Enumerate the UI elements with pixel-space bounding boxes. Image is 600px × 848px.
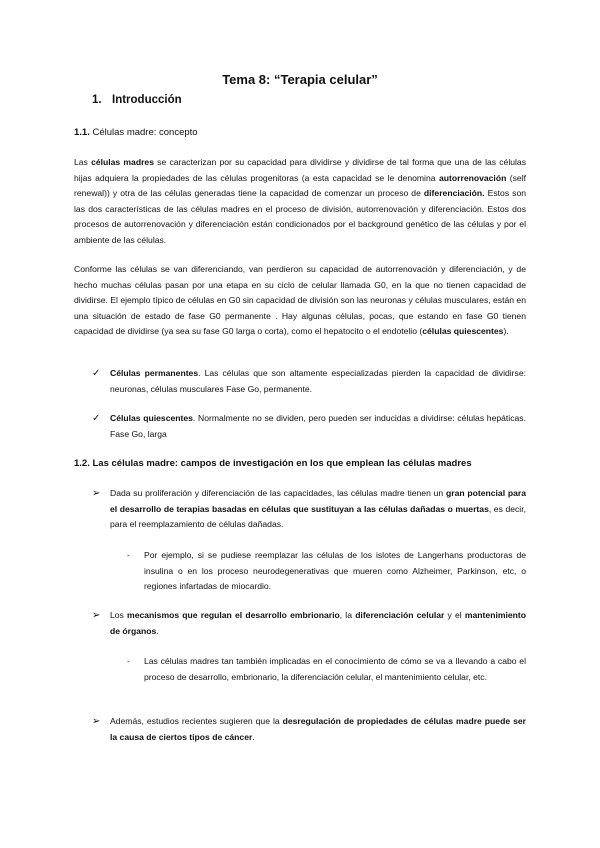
section-title: Introducción	[112, 94, 182, 106]
text-run: ).	[503, 326, 509, 336]
dash-bullet-icon: -	[127, 656, 130, 666]
text-run: Dada su proliferación y diferenciación de las capacidades, las células madre tienen un	[110, 488, 446, 498]
dash-item-desarrollo	[127, 654, 526, 685]
text-run: . Las células que son altamente especializadas pierden la capacidad de dividirse: neuronas, células musculares Fase Go, permanente.	[110, 368, 526, 394]
dash-item-langerhans	[127, 548, 526, 595]
subsection-heading-1-1	[74, 127, 198, 138]
text-run: Estos son las dos características de las células madres en el proceso de división, autorrenovación y diferenciación. Estos dos procesos de autorrenovación y diferenciación están condicionados por el background genético de las células y por el ambiente de las células.	[74, 188, 527, 245]
arrow-item-terapias	[92, 486, 526, 533]
text-run: .	[252, 731, 255, 742]
check-icon: ✓	[92, 413, 101, 424]
text-run: se caracterizan por su capacidad para dividirse y dividirse de tal forma que una de las células hijas adquiera la propiedades de las células progenitoras (a esta capacidad se le denomina	[74, 157, 527, 183]
section-heading-introduccion	[92, 94, 182, 106]
arrow-item-mecanismos	[92, 608, 526, 639]
text-run: Conforme las células se van diferenciando, van perdieron su capacidad de autorrenovación y diferenciación, y de hecho muchas células pasan por una etapa en su ciclo de celular llamada G0, en la que no tienen capacidad de dividirse. El ejemplo típico de células en G0 sin capacidad de división son las neuronas y células musculares, están en una situación de estado de fase G0 permanente . Hay algunas células, pocas, que estando en fase G0 tienen capacidad de dividirse (ya sea su fase G0 larga o corta), como el hepatocito o el endotelio (	[74, 264, 526, 336]
subsection-title: Las células madre: campos de investigación en los que emplean las células madres	[92, 458, 472, 469]
bold-run: Células quiescentes	[110, 413, 193, 423]
text-run: (self renewal)) y otra de las células generadas tiene la capacidad de comenzar un proceso de	[74, 172, 527, 198]
subsection-heading-1-2	[74, 458, 472, 469]
bold-run: células madres	[91, 157, 154, 167]
text-run: , la	[339, 610, 356, 620]
bold-run: mantenimiento de órganos	[110, 610, 527, 636]
text-run: .	[156, 625, 159, 636]
text-run: Las células madres tan también implicadas en el conocimiento de cómo se va a llevando a cabo el proceso de desarrollo, embrionario, la diferenciación celular, el mantenimiento celular, etc.	[144, 656, 526, 682]
text-run: Por ejemplo, si se pudiese reemplazar las células de los islotes de Langerhans productoras de insulina o en los proceso neurodegenerativas que mueren como Alzheimer, Parkinson, etc, o regiones infartadas de miocardio.	[144, 550, 526, 591]
bold-run: mecanismos que regulan el desarrollo embrionario	[127, 610, 340, 620]
subsection-number: 1.1.	[74, 127, 90, 138]
bold-run: desregulación de propiedades de células madre puede ser la causa de ciertos tipos de cáncer	[110, 716, 526, 742]
check-item-permanentes	[92, 366, 526, 397]
check-icon: ✓	[92, 368, 101, 379]
subsection-title: Células madre: concepto	[92, 127, 198, 138]
arrow-bullet-icon: ➢	[92, 610, 101, 621]
bold-run: Células permanentes	[110, 368, 199, 378]
subsection-number: 1.2.	[74, 458, 90, 469]
bold-run: diferenciación celular	[355, 610, 445, 620]
arrow-bullet-icon: ➢	[92, 716, 101, 727]
arrow-bullet-icon: ➢	[92, 488, 101, 499]
section-number: 1.	[92, 94, 102, 106]
bold-run: gran potencial para el desarrollo de terapias basadas en células que sustituyan a las células dañadas o muertas	[110, 488, 526, 514]
dash-bullet-icon: -	[127, 550, 130, 560]
text-run: , es decir, para el reemplazamiento de células dañadas.	[110, 503, 526, 529]
paragraph-celulas-madre	[74, 155, 526, 248]
paragraph-diferenciacion-g0	[74, 262, 526, 340]
bold-run: diferenciación.	[423, 188, 485, 198]
arrow-item-cancer	[92, 714, 526, 745]
check-item-quiescentes	[92, 411, 526, 442]
text-run: y el	[444, 610, 465, 620]
text-run: . Normalmente no se dividen, pero pueden ser inducidas a dividirse: células hepáticas. Fase Go, larga	[110, 413, 526, 439]
text-run: Los	[110, 610, 128, 620]
bold-run: células quiescentes	[422, 326, 504, 336]
text-run: Además, estudios recientes sugieren que la	[110, 716, 283, 726]
text-run: Las	[74, 157, 92, 167]
bold-run: autorrenovación	[438, 172, 507, 183]
document-title: Tema 8: “Terapia celular”	[222, 72, 378, 87]
